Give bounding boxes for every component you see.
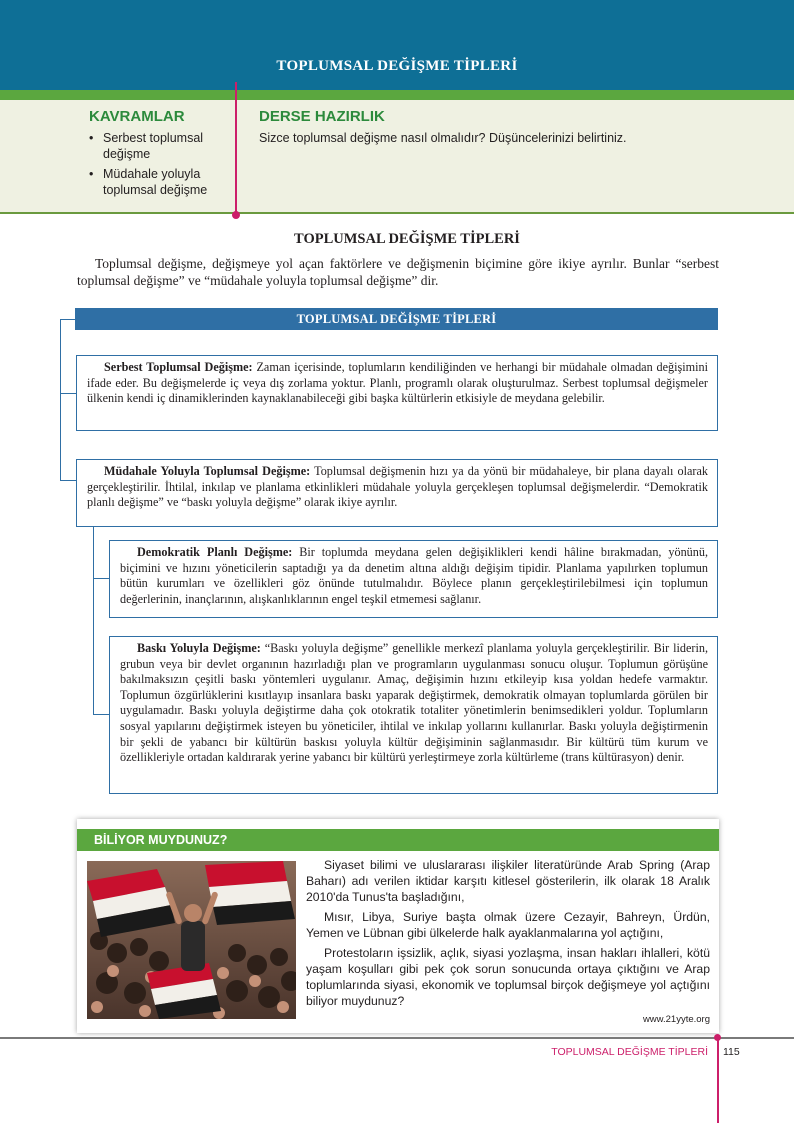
biliyor-title: BİLİYOR MUYDUNUZ? — [77, 829, 719, 851]
kavramlar-title: KAVRAMLAR — [89, 108, 185, 125]
serbest-degisme-text: Serbest Toplumsal Değişme: Zaman içerisinde, toplumların kendiliğinden ve herhangi bir müdahale olmadan değişimini ifade eder. Bu değişmelerde iç veya dış zorlama yoktur. Planlı, programlı olarak oluşturulmaz. Serbest toplumsal değişmeler ülkenin kendi iç dinamiklerinden kaynaklanabileceği gibi başka kültürlerin etkisiyle de meydana gelebilir. — [87, 360, 709, 406]
biliyor-text — [306, 857, 710, 1013]
connector-line — [60, 393, 76, 394]
biliyor-paragraph: Protestoların işsizlik, açlık, siyasi yozlaşma, insan hakları ihlalleri, kötü yaşam koşulları gibi pek çok sorun sonucunda ortaya çıktığını ve Arap toplumlarında siyasi, ekonomik ve toplumsal birçok değişmeye yol açtığını biliyor muydunuz? — [306, 946, 710, 1008]
footer-vertical-line — [717, 1037, 719, 1123]
mudahale-degisme-box — [76, 459, 718, 527]
demokratik-degisme-box — [109, 540, 718, 618]
derse-hazirlik-title: DERSE HAZIRLIK — [259, 108, 385, 125]
header-band — [0, 0, 794, 90]
demokratik-degisme-text: Demokratik Planlı Değişme: Bir toplumda meydana gelen değişiklikleri kendi hâline bırakmadan, yönünü, biçimini ve hızını yöneticilerin saptadığı ya da denetim altına aldığı değişim tipidir. Planlama yapılırken toplumun bütün kurumları ve özellikleri göz önünde tutulmalıdır. Böylece planın gerçekleştirilebilmesi için toplumun değerlerinin, inançlarının, alışkanlıklarının engel teşkil etmemesi sağlanır. — [120, 545, 708, 606]
biliyor-paragraph: Siyaset bilimi ve uluslararası ilişkiler literatüründe Arab Spring (Arap Baharı) adı verilen iktidar karşıtı kitlesel gösterilerin, ilk olarak 18 Aralık 2010'da Tunus'ta başladığını, — [306, 858, 710, 904]
kavramlar-item: • Müdahale yoluyla toplumsal değişme — [89, 166, 229, 198]
mudahale-degisme-text: Müdahale Yoluyla Toplumsal Değişme: Toplumsal değişmenin hızı ya da yönü bir müdahaleye, bir plana dayalı olarak gerçekleştirilir. İhtilal, inkılap ve planlama etkinlikleri müdahale yoluyla gerçekleşen toplumsal değişmelerdir. “Demokratik planlı değişme” ve “baskı yoluyla değişme” olarak ikiye ayrılır. — [87, 464, 708, 510]
protest-photo — [87, 861, 296, 1019]
footer-rule — [0, 1037, 794, 1039]
baski-degisme-term: Baskı Yoluyla Değişme: — [137, 641, 261, 655]
diagram-header: TOPLUMSAL DEĞİŞME TİPLERİ — [75, 308, 718, 330]
connector-line — [93, 714, 109, 715]
connector-line — [60, 480, 76, 481]
intro-paragraph: Toplumsal değişme, değişmeye yol açan faktörlere ve değişmenin biçimine göre ikiye ayrılır. Bunlar “serbest toplumsal değişme” ve “müdahale yoluyla toplumsal değişme” dir. — [77, 256, 719, 288]
demokratik-degisme-term: Demokratik Planlı Değişme: — [137, 545, 293, 559]
kavramlar-item: • Serbest toplumsal değişme — [89, 130, 229, 162]
source-link: www.21yyte.org — [642, 1014, 710, 1025]
header-green-rule — [0, 90, 794, 100]
section-heading: TOPLUMSAL DEĞİŞME TİPLERİ — [294, 231, 520, 247]
panel-divider-dot — [232, 211, 240, 219]
page-number: 115 — [723, 1046, 740, 1058]
serbest-degisme-box — [76, 355, 718, 431]
derse-hazirlik-question: Sizce toplumsal değişme nasıl olmalıdır? Düşüncelerinizi belirtiniz. — [259, 131, 627, 145]
connector-line — [60, 319, 61, 480]
kavramlar-list — [89, 130, 229, 202]
baski-degisme-box — [109, 636, 718, 794]
protest-crowd-illustration — [87, 861, 296, 1019]
footer-title: TOPLUMSAL DEĞİŞME TİPLERİ — [551, 1046, 708, 1058]
footer-dot — [714, 1034, 721, 1041]
page-title: TOPLUMSAL DEĞİŞME TİPLERİ — [276, 58, 518, 74]
baski-degisme-text: Baskı Yoluyla Değişme: “Baskı yoluyla değişme” genellikle merkezî planlama yoluyla gerçekleştirilir. Bir liderin, grubun veya bir devlet organının hazırladığı plan ve programların uygulanması sonucu oluşur. Toplumun görüşüne bakılmaksızın çeşitli baskı yöntemleri uygulanır. Amaç, değişimin hızını etkileyip kısa yoldan hedefe varmaktır. Toplumun özgürlüklerini kısıtlayıp insanlara baskı yaparak değiştirmek, demokratik olmayan toplumlarda görülen bir uygulamadır. Baskı yoluyla değiştirme daha çok otokratik totaliter yönetimlerin benimsedikleri yoldur. Toplumların sosyal yapılarını değiştirmek isteyen bu yöneticiler, ihtilal ve inkılap yollarını kullanırlar. Baskı yoluyla değiştirmenin bir şekli de yabancı bir kültürün baskısı yoluyla kültür değişiminin sağlanmasıdır. Bir kültürü tüm kurum ve özellikleriyle ortadan kaldırarak yerine yabancı bir kültürü yerleştirmeye zorla kültürleme (trans kültürasyon) denir. — [120, 641, 708, 765]
connector-line — [60, 319, 75, 320]
mudahale-degisme-term: Müdahale Yoluyla Toplumsal Değişme: — [104, 464, 311, 478]
connector-line — [93, 578, 109, 579]
connector-line — [93, 527, 94, 714]
serbest-degisme-term: Serbest Toplumsal Değişme: — [104, 360, 253, 374]
biliyor-paragraph: Mısır, Libya, Suriye başta olmak üzere Cezayir, Bahreyn, Ürdün, Yemen ve Lübnan gibi ülkelerde halk ayaklanmalarına yol açtığını, — [306, 910, 710, 940]
panel-divider — [235, 82, 237, 216]
